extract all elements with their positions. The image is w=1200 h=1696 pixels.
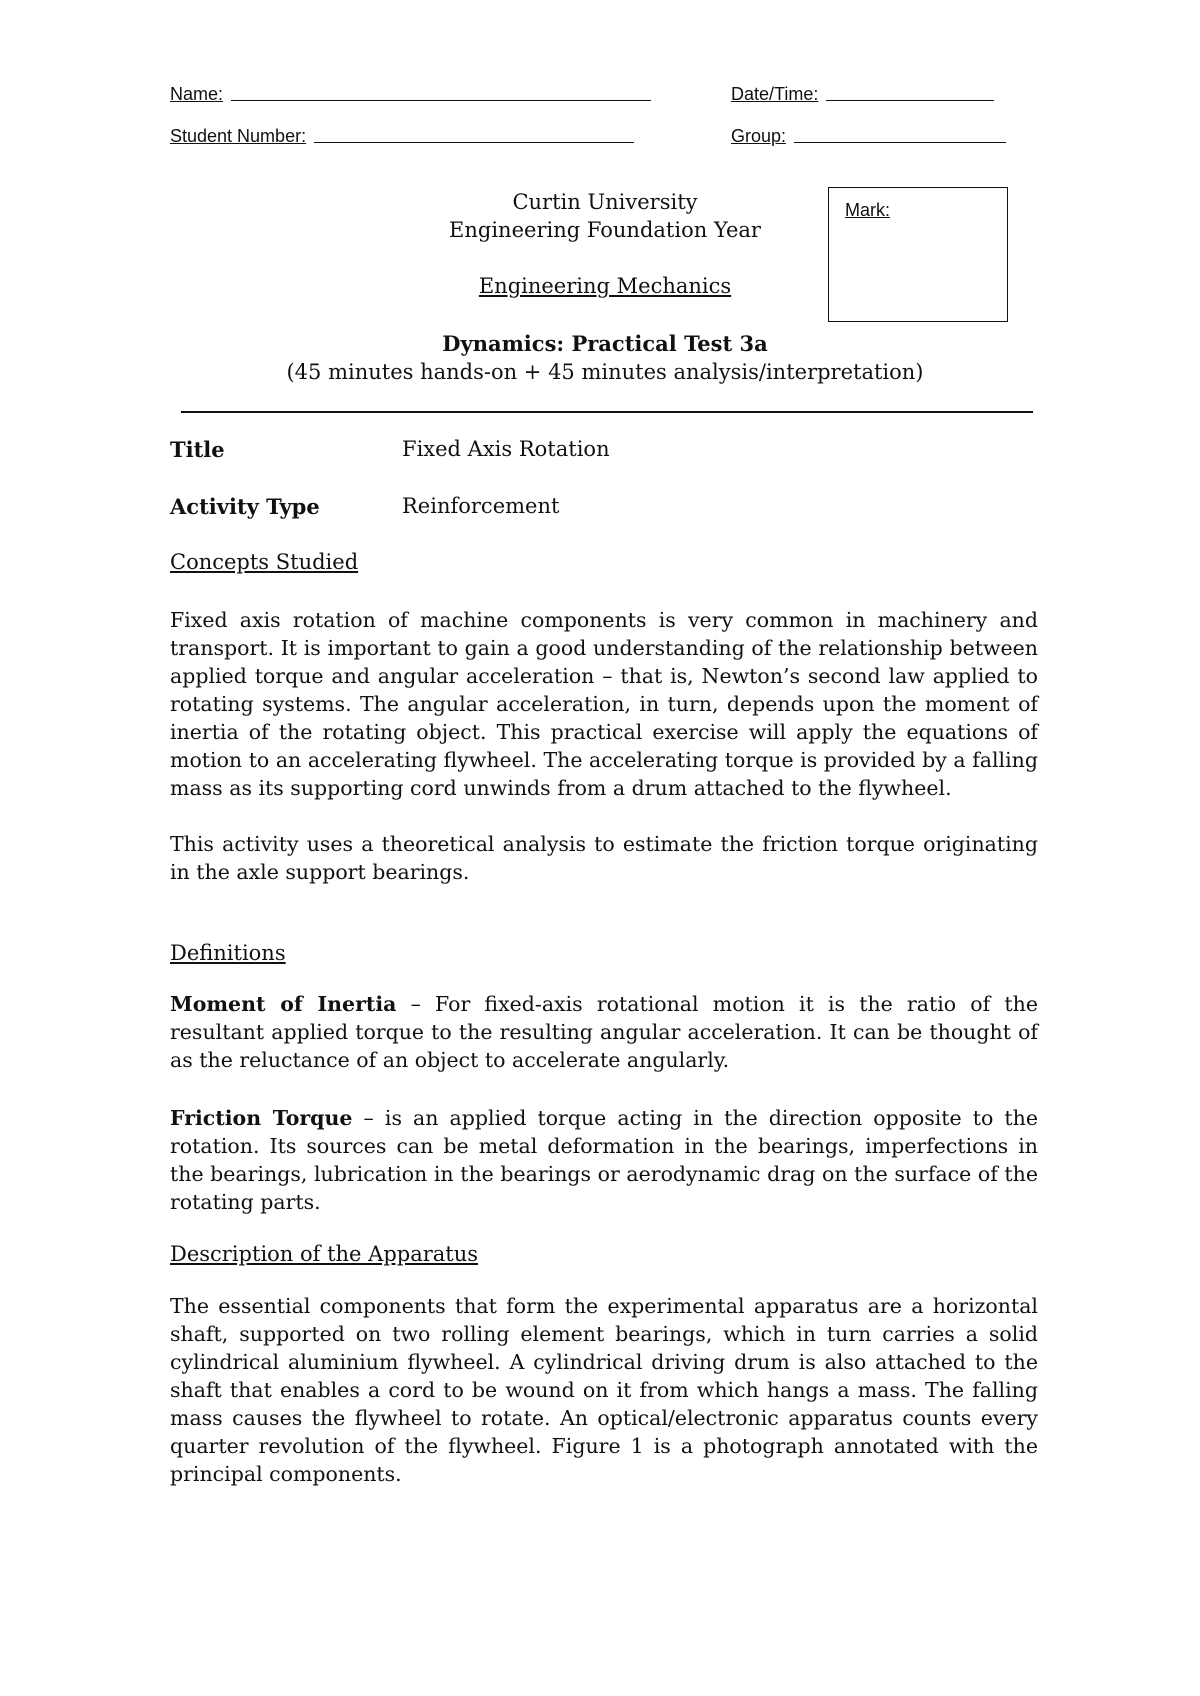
activity-type-label: Activity Type (170, 494, 320, 519)
concepts-heading: Concepts Studied (170, 550, 359, 574)
title-value: Fixed Axis Rotation (402, 437, 610, 461)
mark-label: Mark: (845, 200, 890, 220)
datetime-line (826, 100, 994, 101)
divider-rule (181, 411, 1033, 413)
group-field[interactable] (731, 126, 1006, 147)
datetime-field[interactable] (731, 84, 994, 105)
apparatus-heading: Description of the Apparatus (170, 1242, 479, 1266)
name-line (231, 100, 651, 101)
ft-term: Friction Torque (170, 1106, 353, 1130)
definition-friction-torque (170, 1104, 1038, 1216)
university-name: Curtin University (512, 190, 698, 214)
concepts-paragraph-1: Fixed axis rotation of machine components is very common in machinery and transport. It is important to gain a good understanding of the relationship between applied torque and angular acceleration – that is, Newton’s second law applied to rotating systems. The angular acceleration, in turn, depends upon the moment of inertia of the rotating object. This practical exercise will apply the equations of motion to an accelerating flywheel. The accelerating torque is provided by a falling mass as its supporting cord unwinds from a drum attached to the flywheel. (170, 608, 1038, 800)
unit-name-wrap (0, 272, 1200, 300)
program-name: Engineering Foundation Year (449, 218, 761, 242)
moi-term: Moment of Inertia (170, 992, 397, 1016)
test-title: Dynamics: Practical Test 3a (442, 331, 768, 356)
name-label: Name: (170, 84, 224, 104)
student-number-label: Student Number: (170, 126, 307, 146)
datetime-label: Date/Time: (731, 84, 819, 104)
name-field[interactable] (170, 84, 651, 105)
unit-name: Engineering Mechanics (478, 274, 732, 298)
definition-moment-of-inertia (170, 990, 1038, 1074)
test-duration: (45 minutes hands-on + 45 minutes analysis/interpretation) (286, 360, 924, 384)
student-number-line (314, 142, 634, 143)
concepts-paragraph-2: This activity uses a theoretical analysis to estimate the friction torque originating in the axle support bearings. (170, 832, 1038, 884)
moi-text: – For fixed-axis rotational motion it is the ratio of the resultant applied torque to the resulting angular acceleration. It can be thought of as the reluctance of an object to accelerate angularly. (170, 992, 1038, 1072)
group-label: Group: (731, 126, 787, 146)
group-line (794, 142, 1006, 143)
student-number-field[interactable] (170, 126, 634, 147)
apparatus-paragraph: The essential components that form the experimental apparatus are a horizontal shaft, supported on two rolling element bearings, which in turn carries a solid cylindrical aluminium flywheel. A cylindrical driving drum is also attached to the shaft that enables a cord to be wound on it from which hangs a mass. The falling mass causes the flywheel to rotate. An optical/electronic apparatus counts every quarter revolution of the flywheel. Figure 1 is a photograph annotated with the principal components. (170, 1294, 1038, 1486)
definitions-heading: Definitions (170, 941, 286, 965)
ft-text: – is an applied torque acting in the direction opposite to the rotation. Its sources can be metal deformation in the bearings, imperfections in the bearings, lubrication in the bearings or aerodynamic drag on the surface of the rotating parts. (170, 1106, 1038, 1214)
activity-type-value: Reinforcement (402, 494, 560, 518)
title-label: Title (170, 437, 225, 462)
